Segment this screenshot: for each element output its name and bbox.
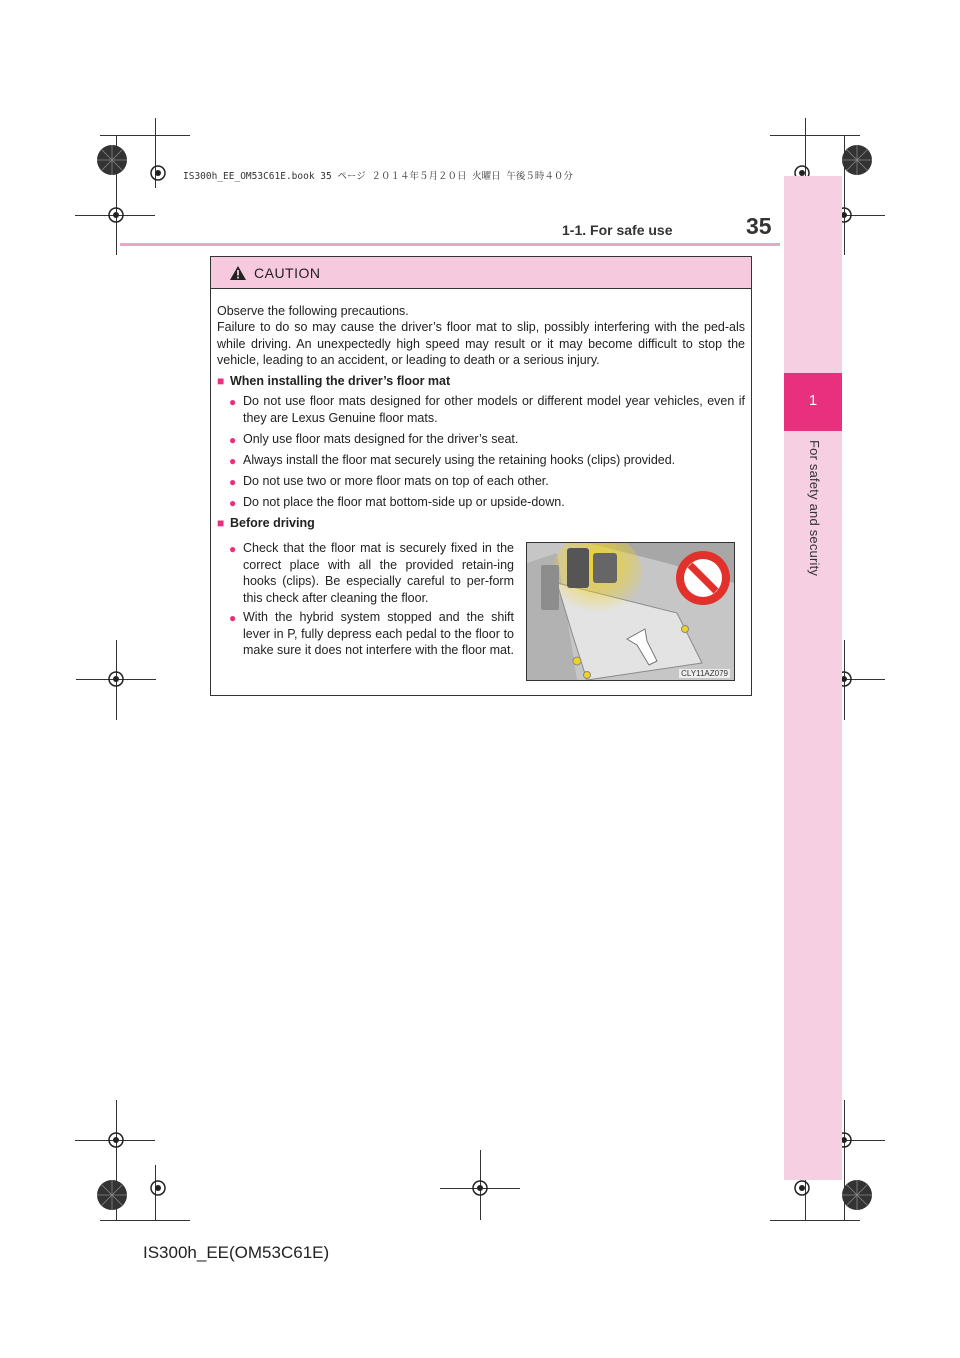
book-stamp: IS300h_EE_OM53C61E.book 35 ページ ２０１４年５月２０日 火曜日 午後５時４０分 xyxy=(183,171,573,182)
page-number: 35 xyxy=(746,213,772,239)
caution-intro-2: Failure to do so may cause the driver’s floor mat to slip, possibly interfering with the ped-als while driving. An unexpectedly high speed may result or it may become difficult to stop the vehicle, leading to an accident, or leading to death or a serious injury. xyxy=(217,320,745,367)
bullet-icon: ● xyxy=(229,433,237,447)
bullet-icon: ● xyxy=(229,475,237,489)
section-1-item: Do not use two or more floor mats on top of each other. xyxy=(243,474,549,488)
bullet-icon: ● xyxy=(229,395,237,409)
bullet-icon: ● xyxy=(229,542,237,556)
chapter-number: 1 xyxy=(808,392,818,409)
bullet-icon: ● xyxy=(229,496,237,510)
section-1-item: Do not place the floor mat bottom-side up or upside-down. xyxy=(243,495,565,509)
caution-label: CAUTION xyxy=(254,265,321,281)
section-1-heading: When installing the driver’s floor mat xyxy=(230,374,451,388)
footer-model: IS300h_EE(OM53C61E) xyxy=(143,1243,330,1262)
section-2-item: With the hybrid system stopped and the shift lever in P, fully depress each pedal to the floor to make sure it does not interfere with the floor mat. xyxy=(243,610,514,657)
chapter-title: For safety and security xyxy=(807,440,822,577)
section-1-item: Only use floor mats designed for the driver’s seat. xyxy=(243,432,519,446)
caution-header xyxy=(211,257,751,289)
floor-mat-illustration xyxy=(526,542,735,681)
header-rule xyxy=(120,243,780,246)
caution-intro-1: Observe the following precautions. xyxy=(217,304,409,318)
floor-mat-drawing xyxy=(527,543,734,680)
section-1-item: Do not use floor mats designed for other models or different model year vehicles, even if they are Lexus Genuine floor mats. xyxy=(243,394,745,425)
illustration-code: CLY11AZ079 xyxy=(681,669,728,678)
square-bullet-icon: ■ xyxy=(217,374,225,388)
section-2-item: Check that the floor mat is securely fixed in the correct place with all the provided retain-ing hooks (clips). Be especially careful to per-form this check after cleaning the floor. xyxy=(243,541,514,605)
bullet-icon: ● xyxy=(229,611,237,625)
side-tab-strip xyxy=(784,176,842,1180)
section-2-heading: Before driving xyxy=(230,516,315,530)
square-bullet-icon: ■ xyxy=(217,516,225,530)
section-1-item: Always install the floor mat securely using the retaining hooks (clips) provided. xyxy=(243,453,676,467)
bullet-icon: ● xyxy=(229,454,237,468)
section-title: 1-1. For safe use xyxy=(562,222,673,238)
warning-icon xyxy=(229,265,247,281)
